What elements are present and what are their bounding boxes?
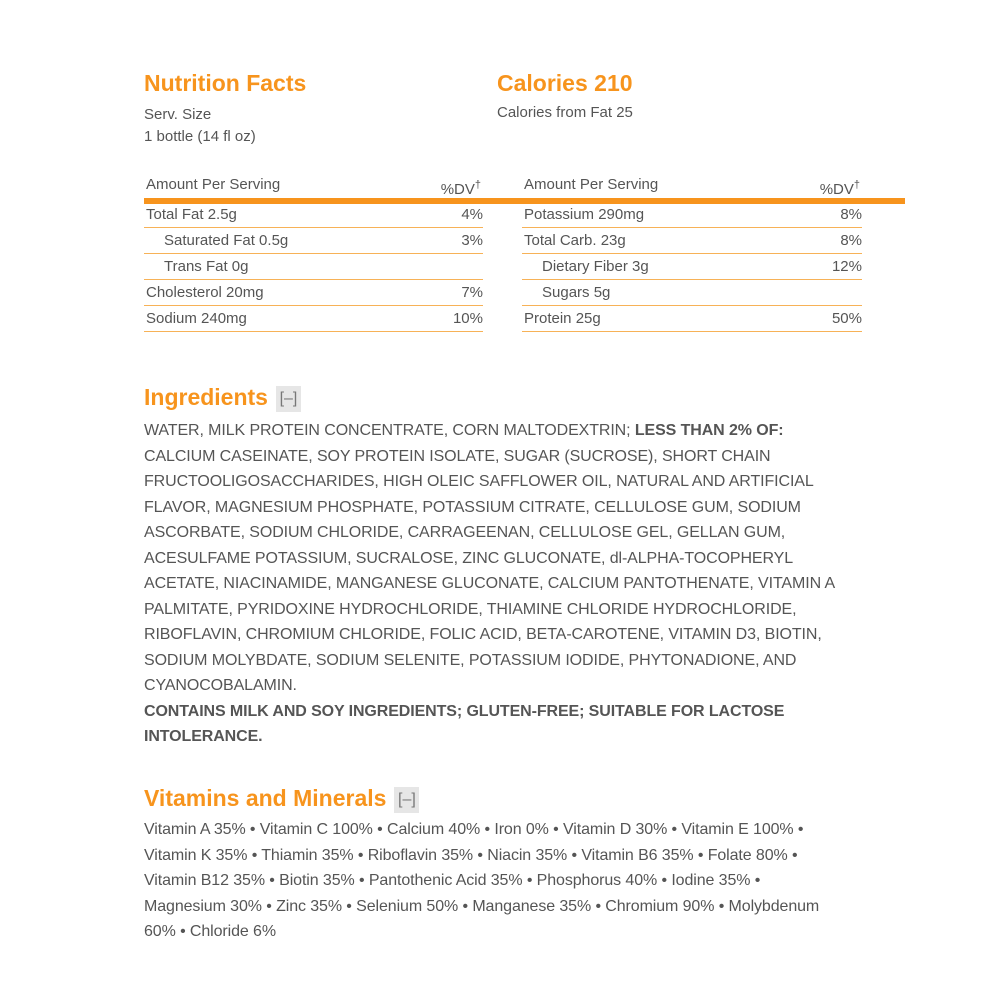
vitamins-text: Vitamin A 35% • Vitamin C 100% • Calcium 40% • Iron 0% • Vitamin D 30% • Vitamin E 100% • Vitamin K 35% • Thiamin 35% • Riboflavin 35% • Niacin 35% • Vitamin B6 35% • Folate 80% • Vitamin B12 35% • Biotin 35% • Pantothenic Acid 35% • Phosphorus 40% • Iodine 35% • Magnesium 30% • Zinc 35% • Selenium 50% • Manganese 35% • Chromium 90% • Molybdenum 60% • Chloride 6% [144,821,820,940]
table-header [522,172,862,198]
nutrient-label: Protein 25g [524,310,601,327]
serving-size [144,104,256,148]
table-row [144,202,483,228]
nutrient-dv: 8% [840,232,862,249]
dv-header: %DV† [440,179,481,198]
nutrition-facts-title: Nutrition Facts [144,70,307,96]
ingredients-main: WATER, MILK PROTEIN CONCENTRATE, CORN MALTODEXTRIN; [144,422,635,439]
nutrient-label: Cholesterol 20mg [146,284,264,301]
nutrient-dv: 12% [831,258,862,275]
ingredients-collapse-toggle[interactable]: [–] [276,386,301,412]
ingredients-text [144,418,844,750]
nutrient-dv: 3% [461,232,483,249]
nutrient-label: Dietary Fiber 3g [542,258,649,275]
dv-header: %DV† [819,179,860,198]
ingredients-list: CALCIUM CASEINATE, SOY PROTEIN ISOLATE, SUGAR (SUCROSE), SHORT CHAIN FRUCTOOLIGOSACCHARIDES, HIGH OLEIC SAFFLOWER OIL, NATURAL AND ARTIFICIAL FLAVOR, MAGNESIUM PHOSPHATE, POTASSIUM CITRATE, CELLULOSE GUM, SODIUM ASCORBATE, SODIUM CHLORIDE, CARRAGEENAN, CELLULOSE GEL, GELLAN GUM, ACESULFAME POTASSIUM, SUCRALOSE, ZINC GLUCONATE, dl-ALPHA-TOCOPHERYL ACETATE, NIACINAMIDE, MANGANESE GLUCONATE, CALCIUM PANTOTHENATE, VITAMIN A PALMITATE, PYRIDOXINE HYDROCHLORIDE, THIAMINE CHLORIDE HYDROCHLORIDE, RIBOFLAVIN, CHROMIUM CHLORIDE, FOLIC ACID, BETA-CAROTENE, VITAMIN D3, BIOTIN, SODIUM MOLYBDATE, SODIUM SELENITE, POTASSIUM IODIDE, PHYTONADIONE, AND CYANOCOBALAMIN. [144,447,835,694]
vitamins-collapse-toggle[interactable]: [–] [394,787,419,813]
ingredients-allergen-statement: CONTAINS MILK AND SOY INGREDIENTS; GLUTEN-FREE; SUITABLE FOR LACTOSE INTOLERANCE. [144,702,785,745]
table-row [522,306,862,332]
nutrient-label: Sugars 5g [542,284,611,301]
vitamins-title: Vitamins and Minerals [144,785,387,811]
nutrient-dv: 8% [840,206,862,223]
nutrient-label: Total Fat 2.5g [146,206,237,223]
nutrient-label: Sodium 240mg [146,310,247,327]
table-row [144,254,483,280]
table-row [144,228,483,254]
serving-size-label: Serv. Size [144,106,212,123]
table-row [522,202,862,228]
table-header-divider [144,198,905,204]
nutrient-label: Saturated Fat 0.5g [164,232,289,249]
table-row [144,306,483,332]
nutrient-dv: 4% [461,206,483,223]
table-row [522,280,862,306]
table-row [522,228,862,254]
calories-from-fat: Calories from Fat 25 [497,104,633,121]
nutrient-dv: 50% [831,310,862,327]
nutrient-label: Total Carb. 23g [524,232,626,249]
calories-title: Calories 210 [497,70,633,96]
vitamins-heading [144,785,419,813]
nutrient-dv: 7% [461,284,483,301]
amount-per-serving-header: Amount Per Serving [524,176,659,193]
ingredients-title: Ingredients [144,384,268,410]
nutrient-dv: 10% [452,310,483,327]
ingredients-heading [144,384,301,412]
nutrient-label: Potassium 290mg [524,206,645,223]
nutrient-label: Trans Fat 0g [164,258,249,275]
ingredients-less-than: LESS THAN 2% OF: [634,422,784,439]
amount-per-serving-header: Amount Per Serving [146,176,281,193]
table-header [144,172,483,198]
table-row [144,280,483,306]
table-row [522,254,862,280]
serving-size-value: 1 bottle (14 fl oz) [144,128,256,145]
